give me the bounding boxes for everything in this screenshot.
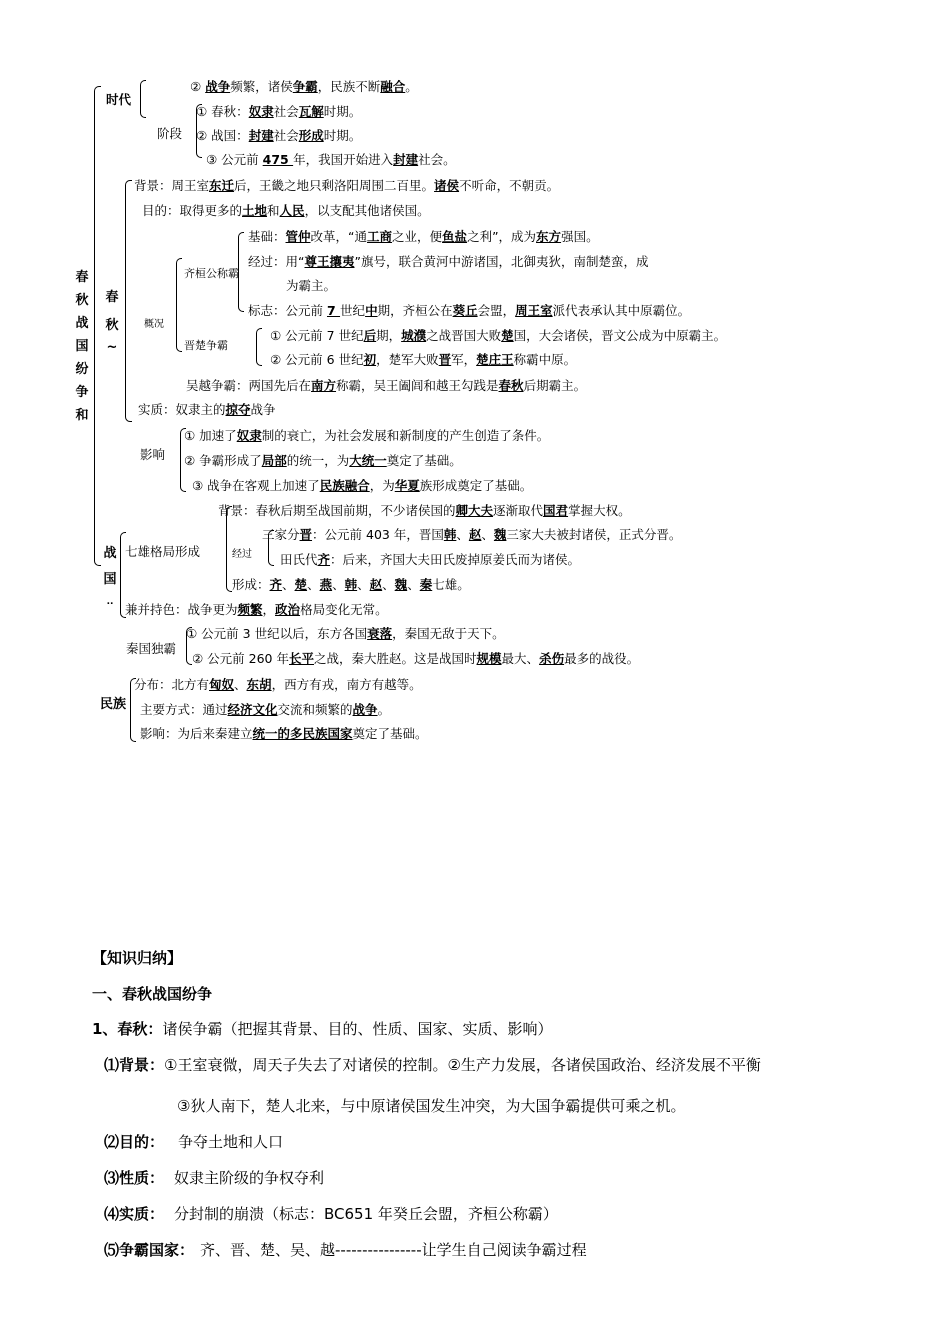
summary-point-chunqiu: 1、春秋：诸侯争霸（把握其背景、目的、性质、国家、实质、影响）	[92, 1020, 553, 1038]
qixiong-xingcheng: 形成：齐、楚、燕、韩、赵、魏、秦七雄。	[232, 577, 470, 592]
qihuan-jingguo-cont: 为霸主。	[286, 278, 337, 293]
guocheng-label: 概况	[144, 319, 164, 330]
summary-section-heading: 一、春秋战国纷争	[92, 985, 213, 1003]
minzu-fangshi: 主要方式：通过经济文化交流和频繁的战争。	[140, 702, 391, 717]
jieduan-spring: ① 春秋：奴隶社会瓦解时期。	[196, 104, 362, 119]
minzu-yingxiang: 影响：为后来秦建立统一的多民族国家奠定了基础。	[140, 726, 428, 741]
summary-shizhi: ⑷实质： 分封制的崩溃（标志：BC651 年癸丘会盟，齐桓公称霸）	[104, 1205, 558, 1223]
root-brace	[94, 86, 101, 566]
wuyue: 吴越争霸：两国先后在南方称霸，吴王阖闾和越王勾践是春秋后期霸主。	[186, 378, 587, 393]
zhanguo-beijing: 背景：春秋后期至战国前期，不少诸侯国的卿大夫逐渐取代国君掌握大权。	[218, 503, 631, 518]
summary-beijing: ⑴背景：①王室衰微，周天子失去了对诸侯的控制。②生产力发展，各诸侯国政治、经济发展不平衡	[104, 1056, 761, 1074]
shidai-item-war: ② 战争频繁，诸侯争霸，民族不断融合。	[190, 79, 418, 94]
summary-guojia: ⑸争霸国家： 齐、晋、楚、吴、越----------------让学生自己阅读争霸过程	[104, 1241, 587, 1259]
root-label: 春 秋 战 国 纷 争 和	[75, 270, 89, 423]
qihuan-brace	[238, 232, 244, 312]
jieduan-label: 阶段	[157, 126, 183, 141]
jinchu-2: ② 公元前 6 世纪初，楚军大败晋军，楚庄王称霸中原。	[270, 352, 577, 367]
jinchu-label: 晋楚争霸	[184, 339, 228, 352]
chunqiu-label: 春 秋 ~	[105, 290, 119, 355]
jianbing: 兼并持色：战争更为频繁，政治格局变化无常。	[125, 602, 388, 617]
summary-mudi: ⑵目的： 争夺土地和人口	[104, 1133, 284, 1151]
jingguo-label: 经过	[232, 549, 252, 560]
yingxiang-1: ① 加速了奴隶制的衰亡，为社会发展和新制度的产生创造了条件。	[184, 428, 550, 443]
shidai-brace	[140, 80, 146, 118]
chunqiu-mudi: 目的：取得更多的土地和人民，以支配其他诸侯国。	[142, 203, 430, 218]
jinchu-1: ① 公元前 7 世纪后期，城濮之战晋国大败楚国，大会诸侯，晋文公成为中原霸主。	[270, 328, 727, 343]
shidai-label: 时代	[106, 92, 132, 107]
guocheng-brace	[176, 258, 182, 352]
jinchu-brace	[256, 328, 262, 366]
qihuan-biaozhi: 标志：公元前 7 世纪中期，齐桓公在葵丘会盟，周王室派代表承认其中原霸位。	[248, 303, 691, 318]
qin-2: ② 公元前 260 年长平之战，秦大胜赵。这是战国时规模最大、杀伤最多的战役。	[192, 651, 640, 666]
qihuan-jingguo: 经过：用“尊王攘夷”旗号，联合黄河中游诸国，北御夷狄，南制楚蛮，成	[248, 254, 649, 269]
minzu-label: 民族	[100, 697, 127, 712]
qin-1: ① 公元前 3 世纪以后，东方各国衰落，秦国无敌于天下。	[186, 626, 505, 641]
minzu-fenbu: 分布：北方有匈奴、东胡，西方有戎，南方有越等。	[134, 677, 422, 692]
qin-label: 秦国独霸	[126, 641, 177, 656]
chunqiu-beijing: 背景：周王室东迁后，王畿之地只剩洛阳周围二百里。诸侯不听命，不朝贡。	[134, 178, 560, 193]
jieduan-warring: ② 战国：封建社会形成时期。	[196, 128, 362, 143]
summary-beijing-cont: ③狄人南下，楚人北来，与中原诸侯国发生冲突，为大国争霸提供可乘之机。	[177, 1097, 686, 1115]
yingxiang-3: ③ 战争在客观上加速了民族融合，为华夏族形成奠定了基础。	[192, 478, 533, 493]
zhanguo-label: 战 国 ..	[103, 546, 117, 607]
chunqiu-shizhi: 实质：奴隶主的掠夺战争	[138, 402, 276, 417]
qihuan-label: 齐桓公称霸	[184, 267, 239, 280]
tianshi-daiqi: 田氏代齐：后来，齐国大夫田氏废掉原姜氏而为诸侯。	[280, 552, 581, 567]
summary-xingzhi: ⑶性质： 奴隶主阶级的争权夺利	[104, 1169, 325, 1187]
jieduan-year: ③ 公元前 475 年，我国开始进入封建社会。	[206, 152, 456, 167]
qixiong-label: 七雄格局形成	[125, 544, 201, 559]
yingxiang-label: 影响	[140, 447, 166, 462]
sanjia-fenjin: 三家分晋：公元前 403 年，晋国韩、赵、魏三家大夫被封诸侯，正式分晋。	[262, 527, 682, 542]
qihuan-jichu: 基础：管仲改革，“通工商之业，便鱼盐之利”，成为东方强国。	[248, 229, 599, 244]
yingxiang-2: ② 争霸形成了局部的统一，为大统一奠定了基础。	[184, 453, 462, 468]
summary-title: 【知识归纳】	[92, 949, 183, 967]
chunqiu-brace	[125, 180, 132, 422]
